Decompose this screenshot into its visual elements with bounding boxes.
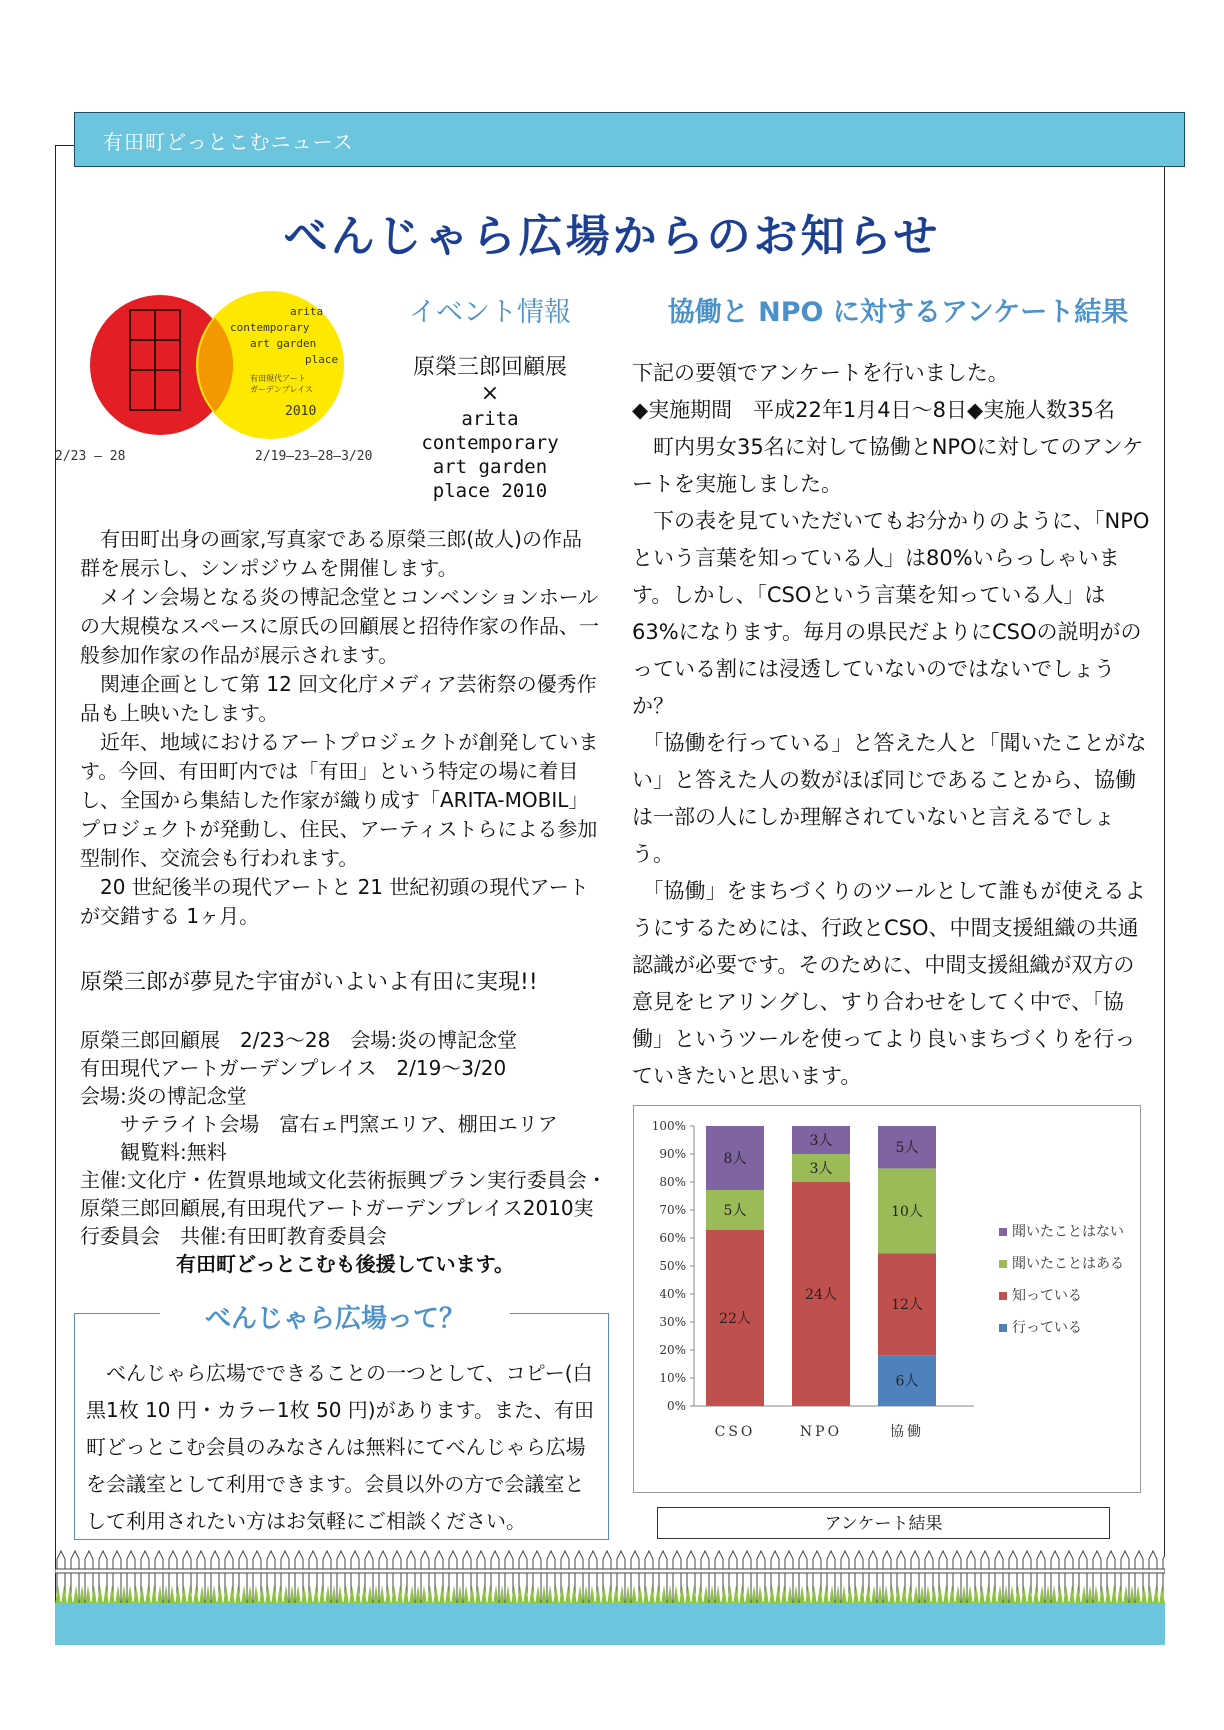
x-tick-label: CSO xyxy=(714,1424,756,1440)
event-info xyxy=(80,1026,610,1278)
survey-body xyxy=(632,355,1152,1095)
grass-blade xyxy=(373,1585,379,1605)
grass-blade xyxy=(709,1585,715,1605)
bar-data-label: 3人 xyxy=(809,1133,833,1149)
event-en2: contemporary xyxy=(421,432,559,454)
poster-en-2: contemporary xyxy=(230,321,310,334)
event-paragraph: 有田町出身の画家,写真家である原榮三郎(故人)の作品群を展示し、シンポジウムを開催します。 xyxy=(80,527,582,580)
survey-paragraph: 町内男女35名に対して協働とNPOに対してのアンケートを実施しました。 xyxy=(632,435,1144,496)
survey-chart-svg xyxy=(634,1106,1140,1492)
grass-blade xyxy=(583,1585,589,1605)
bar-data-label: 24人 xyxy=(805,1287,837,1303)
grass-blade xyxy=(1129,1585,1135,1605)
y-tick-label: 30% xyxy=(659,1315,686,1329)
bar-data-label: 3人 xyxy=(809,1161,833,1177)
x-tick-label: NPO xyxy=(799,1424,843,1440)
event-en4: place 2010 xyxy=(432,480,548,502)
benjara-box-title: べんじゃら広場って？ xyxy=(160,1298,510,1335)
grass-blade xyxy=(457,1585,463,1605)
legend-label: 聞いたことはない xyxy=(1012,1224,1124,1240)
fence-decoration xyxy=(55,1545,1165,1605)
grass-blade xyxy=(667,1585,673,1605)
event-paragraph: メイン会場となる炎の博記念堂とコンベンションホールの大規模なスペースに原氏の回顧展と招待作家の作品、一般参加作家の作品が展示されます。 xyxy=(80,585,599,667)
grass-blade xyxy=(331,1585,337,1605)
poster-jp-1: 有田現代アート xyxy=(250,374,306,383)
benjara-box-text: べんじゃら広場でできることの一つとして、コピー(白黒1枚 10 円・カラー1枚 50 円)があります。また、有田町どっとこむ会員のみなさんは無料にてべんじゃら広場を会議室として利用できます。会員以外の方で会議室として利用されたい方はお気軽にご相談ください。 xyxy=(86,1361,594,1533)
legend-label: 聞いたことはある xyxy=(1012,1256,1124,1272)
bar-data-label: 5人 xyxy=(895,1140,919,1157)
info-line: 有田現代アートガーデンプレイス 2/19～3/20 xyxy=(80,1056,507,1080)
grass-blade xyxy=(751,1585,757,1605)
header-bar xyxy=(74,112,1185,167)
survey-paragraph: 下記の要領でアンケートを行いました。 xyxy=(632,361,1009,385)
info-line: 会場:炎の博記念堂 xyxy=(80,1084,247,1108)
y-tick-label: 70% xyxy=(659,1203,686,1217)
legend-label: 行っている xyxy=(1012,1320,1082,1336)
bar-data-label: 5人 xyxy=(723,1203,747,1219)
event-subtitle xyxy=(400,355,580,503)
event-paragraph: 20 世紀後半の現代アートと 21 世紀初頭の現代アートが交錯する 1ヶ月。 xyxy=(80,875,589,928)
survey-paragraph: ◆実施期間 平成22年1月4日～8日◆実施人数35名 xyxy=(632,398,1115,422)
event-en1: arita xyxy=(461,408,519,430)
fence-graphic xyxy=(55,1545,1165,1605)
ground-bar xyxy=(55,1603,1165,1645)
y-tick-label: 50% xyxy=(659,1259,686,1273)
event-paragraph: 関連企画として第 12 回文化庁メディア芸術祭の優秀作品も上映いたします。 xyxy=(80,672,597,725)
chart-caption: アンケート結果 xyxy=(657,1507,1110,1539)
y-tick-label: 10% xyxy=(659,1371,686,1385)
legend-swatch xyxy=(999,1228,1007,1236)
grass-blade xyxy=(205,1585,211,1605)
legend-label: 知っている xyxy=(1012,1288,1082,1304)
info-line: 原榮三郎回顧展 2/23～28 会場:炎の博記念堂 xyxy=(80,1028,518,1052)
grass-blade xyxy=(877,1585,883,1605)
poster-en-1: arita xyxy=(290,305,324,318)
grass-blade xyxy=(289,1585,295,1605)
grass-blade xyxy=(247,1585,253,1605)
bar-data-label: 12人 xyxy=(891,1297,923,1314)
legend-swatch xyxy=(999,1292,1007,1300)
poster-en-4: place xyxy=(305,353,339,366)
grass-blade xyxy=(415,1585,421,1605)
survey-chart xyxy=(633,1105,1141,1493)
info-line: 観覧料:無料 xyxy=(80,1140,227,1164)
grass-blade xyxy=(163,1585,169,1605)
header-title: 有田町どっとこむニュース xyxy=(103,130,354,154)
survey-paragraph: 「協働」をまちづくりのツールとして誰もが使えるようにするためには、行政とCSO、中間支援組織の共通認識が必要です。そのために、中間支援組織が双方の意見をヒアリングし、すり合わせをしてく中で、「協働」というツールを使ってより良いまちづくりを行っていきたいと思います。 xyxy=(632,879,1146,1088)
legend-swatch xyxy=(999,1324,1007,1332)
y-tick-label: 80% xyxy=(659,1175,686,1189)
grass-blade xyxy=(1045,1585,1051,1605)
info-support: 有田町どっとこむも後援しています。 xyxy=(176,1252,514,1276)
poster-left-date: 2/23 — 28 xyxy=(55,449,126,464)
grass-blade xyxy=(79,1585,85,1605)
grass-blade xyxy=(1087,1585,1093,1605)
grass-blade xyxy=(793,1585,799,1605)
poster-right-date: 2/19—23—28—3/20 xyxy=(255,449,373,464)
grass-blade xyxy=(499,1585,505,1605)
event-title: イベント情報 xyxy=(409,297,571,328)
grass-blade xyxy=(625,1585,631,1605)
event-times: × xyxy=(480,381,500,406)
survey-paragraph: 下の表を見ていただいてもお分かりのように、「NPOという言葉を知っている人」は80%いらっしゃいます。しかし、「CSOという言葉を知っている人」は63%になります。毎月の県民だよりにCSOの説明がのっている割には浸透していないのではないでしょうか？ xyxy=(632,509,1150,718)
legend-swatch xyxy=(999,1260,1007,1268)
info-line: サテライト会場 富右ェ門窯エリア、棚田エリア xyxy=(80,1112,558,1136)
poster-en-3: art garden xyxy=(250,337,317,350)
y-tick-label: 90% xyxy=(659,1147,686,1161)
survey-paragraph: 「協働を行っている」と答えた人と「聞いたことがない」と答えた人の数がほぼ同じであることから、協働は一部の人にしか理解されていないと言えるでしょう。 xyxy=(632,731,1147,866)
poster-jp-2: ガーデンプレイス xyxy=(250,385,314,394)
info-line: 主催:文化庁・佐賀県地域文化芸術振興プラン実行委員会・原榮三郎回顧展,有田現代アートガーデンプレイス2010実行委員会 共催:有田町教育委員会 xyxy=(80,1168,607,1248)
grass-blade xyxy=(835,1585,841,1605)
x-tick-label: 協働 xyxy=(890,1424,924,1440)
fence-rail xyxy=(55,1569,1165,1573)
grass-blade xyxy=(541,1585,547,1605)
bar-data-label: 10人 xyxy=(891,1203,923,1220)
grass-blade xyxy=(1003,1585,1009,1605)
event-line1: 原榮三郎回顧展 xyxy=(412,355,567,380)
event-en3: art garden xyxy=(432,456,548,478)
event-headline: 原榮三郎が夢見た宇宙がいよいよ有田に実現!! xyxy=(80,970,538,995)
y-tick-label: 0% xyxy=(666,1399,686,1413)
y-tick-label: 100% xyxy=(651,1119,686,1133)
bar-data-label: 8人 xyxy=(723,1151,747,1167)
grass-blade xyxy=(961,1585,967,1605)
event-poster xyxy=(55,285,395,495)
grass-blade xyxy=(121,1585,127,1605)
y-tick-label: 40% xyxy=(659,1287,686,1301)
main-title: べんじゃら広場からのお知らせ xyxy=(283,211,941,262)
grass-blade xyxy=(919,1585,925,1605)
poster-year: 2010 xyxy=(285,404,317,419)
y-tick-label: 60% xyxy=(659,1231,686,1245)
survey-title: 協働と NPO に対するアンケート結果 xyxy=(667,297,1129,328)
y-tick-label: 20% xyxy=(659,1343,686,1357)
event-paragraph: 近年、地域におけるアートプロジェクトが創発しています。今回、有田町内では「有田」という特定の場に着目し、全国から集結した作家が織り成す「ARITA-MOBIL」プロジェクトが発動し、住民、アーティストらによる参加型制作、交流会も行われます。 xyxy=(80,730,599,870)
bar-data-label: 6人 xyxy=(895,1373,919,1390)
poster-graphic xyxy=(55,285,395,495)
bar-data-label: 22人 xyxy=(719,1311,751,1327)
event-body xyxy=(80,525,600,931)
